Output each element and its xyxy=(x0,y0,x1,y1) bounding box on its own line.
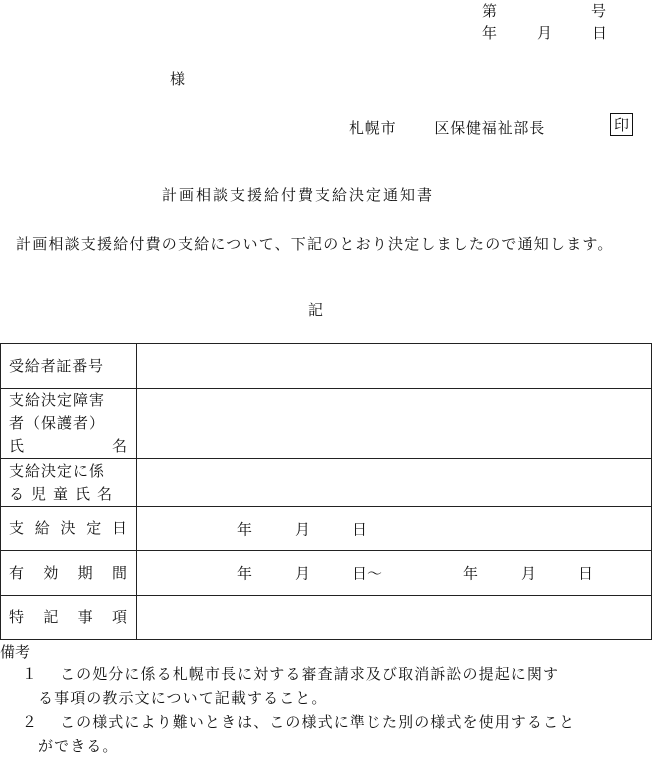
child-name-value xyxy=(137,459,652,507)
info-table xyxy=(0,343,652,640)
label-line: 支給決定障害 xyxy=(9,391,106,409)
recipient-number-value xyxy=(137,344,652,389)
decision-date-value xyxy=(137,507,652,551)
remark-number: １ xyxy=(21,665,38,683)
label-line: 支給決定に係 xyxy=(9,461,106,480)
recipient-name-value xyxy=(137,389,652,459)
validity-period-label: 有 効 期 間 xyxy=(1,551,137,596)
remark-number: ２ xyxy=(21,713,38,731)
table-row xyxy=(1,507,652,551)
special-notes-value xyxy=(137,596,652,640)
document-number-line xyxy=(482,0,606,21)
remark-item xyxy=(0,662,652,710)
addressee-honorific: 様 xyxy=(170,70,186,88)
seal-box: 印 xyxy=(610,113,633,136)
sender-city: 札幌市 xyxy=(349,119,397,137)
recipient-number-label: 受給者証番号 xyxy=(1,344,137,389)
number-suffix: 号 xyxy=(591,2,607,20)
table-row xyxy=(1,344,652,389)
validity-period-value xyxy=(137,551,652,596)
child-name-label xyxy=(1,459,137,507)
to-month-marker: 月 xyxy=(521,564,537,583)
from-month-marker: 月 xyxy=(295,564,311,583)
to-day-marker: 日 xyxy=(578,564,594,583)
recipient-name-label xyxy=(1,389,137,459)
table-row xyxy=(1,389,652,459)
date-month: 月 xyxy=(537,24,553,42)
year-marker: 年 xyxy=(237,520,253,538)
label-line: る児童氏名 xyxy=(9,484,120,503)
sender-office: 区保健福祉部長 xyxy=(434,119,546,137)
remarks-heading: 備考 xyxy=(0,643,31,661)
issue-date-line xyxy=(482,22,607,43)
table-row xyxy=(1,459,652,507)
body-text: 計画相談支援給付費の支給について、下記のとおり決定しましたので通知します。 xyxy=(16,235,614,253)
decision-date-label: 支 給 決 定 日 xyxy=(1,507,137,551)
table-row xyxy=(1,551,652,596)
sender-line xyxy=(349,117,545,138)
label-line: 氏 名 xyxy=(9,437,128,455)
from-day-marker: 日～ xyxy=(352,564,383,583)
ki-heading: 記 xyxy=(308,301,324,319)
remark-text-line: この処分に係る札幌市長に対する審査請求及び取消訴訟の提起に関す xyxy=(60,665,560,683)
from-year-marker: 年 xyxy=(237,564,253,583)
remark-text-line: この様式により難いときは、この様式に準じた別の様式を使用すること xyxy=(60,713,576,731)
label-line: 者（保護者） xyxy=(9,414,106,432)
table-row xyxy=(1,596,652,640)
number-prefix: 第 xyxy=(482,2,498,20)
remark-text-line: ができる。 xyxy=(38,737,119,755)
day-marker: 日 xyxy=(352,520,368,538)
special-notes-label: 特 記 事 項 xyxy=(1,596,137,640)
month-marker: 月 xyxy=(295,520,311,538)
to-year-marker: 年 xyxy=(463,564,479,583)
document-title: 計画相談支援給付費支給決定通知書 xyxy=(162,186,435,204)
date-year: 年 xyxy=(482,24,498,42)
remark-text-line: る事項の教示文について記載すること。 xyxy=(38,689,328,707)
date-day: 日 xyxy=(592,24,608,42)
